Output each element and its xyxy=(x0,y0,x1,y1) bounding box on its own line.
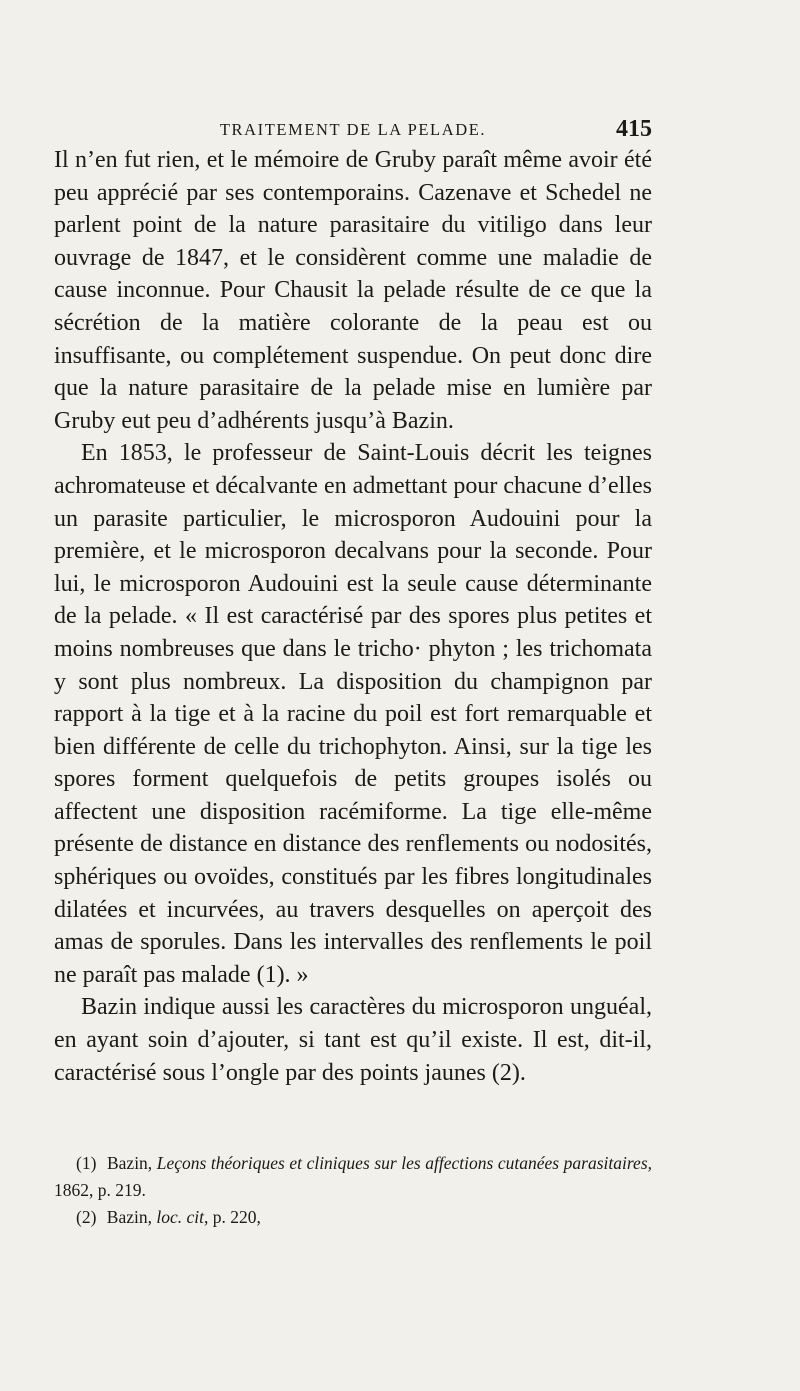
footnote-title: loc. cit xyxy=(156,1207,204,1227)
footnote-title: Leçons théoriques et cliniques sur les affections cutanées parasitaires, xyxy=(156,1153,653,1173)
footnote-author: Bazin, xyxy=(106,1153,153,1173)
footnote-author: Bazin, xyxy=(106,1207,152,1227)
running-head: TRAITEMENT DE LA PELADE. xyxy=(219,120,487,139)
footnote-rest: 1862, p. 219. xyxy=(54,1180,146,1200)
footnote-rest: , p. 220, xyxy=(203,1207,261,1227)
footnote xyxy=(54,1150,652,1204)
footnote-mark: (1) xyxy=(76,1153,97,1173)
page-header xyxy=(54,116,652,146)
body-text xyxy=(54,144,652,1089)
footnotes xyxy=(54,1150,652,1231)
paragraph: Il n’en fut rien, et le mémoire de Gruby paraît même avoir été peu apprécié par ses contemporains. Cazenave et Schedel ne parlent point de la nature parasitaire du vitiligo dans leur ouvrage de 1847, et le considèrent comme une maladie de cause inconnue. Pour Chausit la pelade résulte de ce que la sécrétion de la matière colorante de la peau est ou insuffisante, ou complétement suspendue. On peut donc dire que la nature parasitaire de la pelade mise en lumière par Gruby eut peu d’adhérents jusqu’à Bazin. xyxy=(54,147,652,434)
footnote-mark: (2) xyxy=(76,1207,97,1227)
footnote xyxy=(54,1204,652,1231)
paragraph: En 1853, le professeur de Saint-Louis décrit les teignes achromateuse et décalvante en admettant pour chacune d’elles un parasite particulier, le microsporon Audouini pour la première, et le microsporon decalvans pour la seconde. Pour lui, le microsporon Audouini est la seule cause déterminante de la pelade. « Il est caractérisé par des spores plus petites et moins nombreuses que dans le tricho· phyton ; les trichomata y sont plus nombreux. La disposition du champignon par rapport à la tige et à la racine du poil est fort remarquable et bien différente de celle du trichophyton. Ainsi, sur la tige les spores forment quelquefois de petits groupes isolés ou affectent une disposition racémiforme. La tige elle-même présente de distance en distance des renflements ou nodosités, sphériques ou ovoïdes, constitués par les fibres longitudinales dilatées et incurvées, au travers desquelles on aperçoit des amas de sporules. Dans les intervalles des renflements le poil ne paraît pas malade (1). » xyxy=(54,440,652,988)
paragraph: Bazin indique aussi les caractères du microsporon unguéal, en ayant soin d’ajouter, si tant est qu’il existe. Il est, dit-il, caractérisé sous l’ongle par des points jaunes (2). xyxy=(54,994,652,1086)
page-number: 415 xyxy=(616,116,652,142)
